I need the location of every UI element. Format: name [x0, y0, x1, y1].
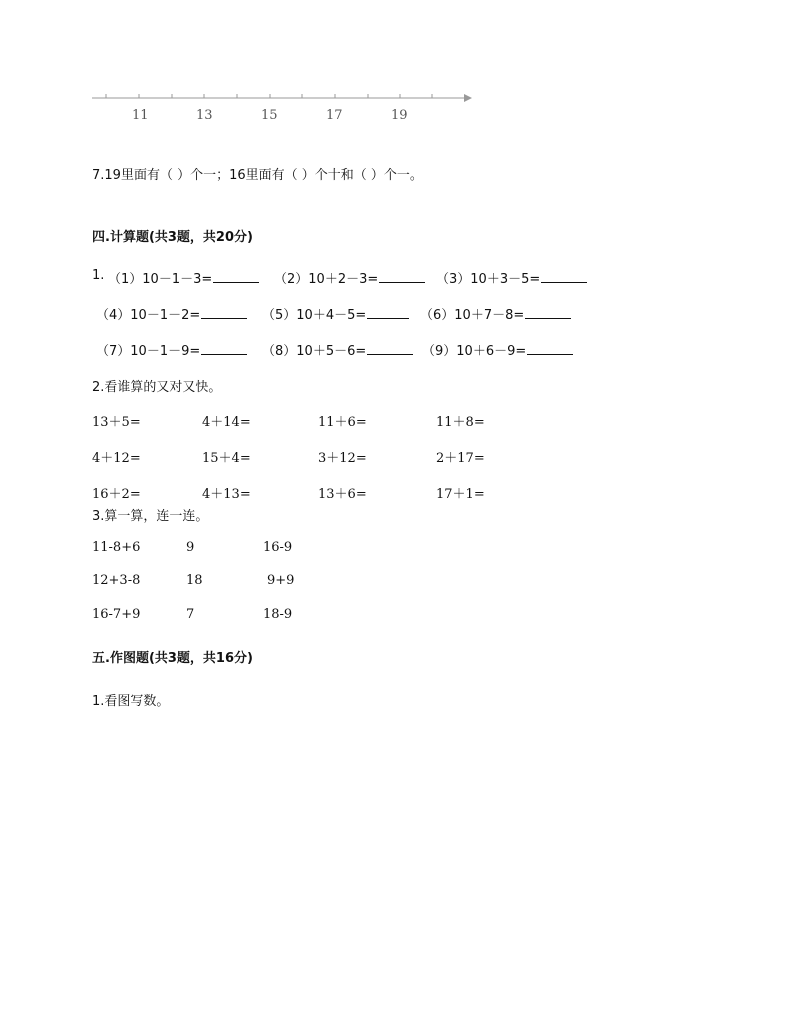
expression: 10＋3－5=: [470, 272, 541, 287]
q2-item: 17＋1=: [436, 487, 485, 502]
calc-q3-title: 3.算一算，连一连。: [92, 509, 209, 524]
calc-item: [108, 268, 259, 287]
item-number: （2）: [274, 272, 309, 287]
expression: 10＋4－5=: [296, 308, 367, 323]
expression: 10＋6－9=: [456, 344, 527, 359]
q3-number[interactable]: 9: [186, 540, 195, 555]
expression: 10－1－2=: [130, 308, 201, 323]
answer-blank[interactable]: [525, 306, 571, 319]
q2-item: 15＋4=: [202, 451, 251, 466]
q3-expression[interactable]: 18-9: [263, 607, 293, 622]
item-number: （6）: [420, 308, 455, 323]
item-number: （7）: [96, 344, 131, 359]
tick-label: 17: [326, 108, 343, 123]
item-number: （8）: [262, 344, 297, 359]
expression: 10＋5－6=: [296, 344, 367, 359]
calc-item: [262, 304, 409, 323]
q3-number[interactable]: 7: [186, 607, 195, 622]
q3-expression[interactable]: 16-7+9: [92, 607, 141, 622]
section-4-heading: 四.计算题(共3题，共20分): [92, 230, 253, 245]
q3-expression[interactable]: 16-9: [263, 540, 293, 555]
q2-item: 4＋12=: [92, 451, 141, 466]
draw-q1-title: 1.看图写数。: [92, 694, 170, 709]
item-number: （4）: [96, 308, 131, 323]
calc-item: [262, 340, 413, 359]
calc-item: [436, 268, 587, 287]
q3-number[interactable]: 18: [186, 573, 203, 588]
q2-item: 3＋12=: [318, 451, 367, 466]
calc-item: [96, 340, 247, 359]
q3-expression[interactable]: 9+9: [267, 573, 295, 588]
item-number: （1）: [108, 272, 143, 287]
question-7: 7.19里面有（ ）个一；16里面有（ ）个十和（ ）个一。: [92, 168, 423, 183]
calc-q2-title: 2.看谁算的又对又快。: [92, 380, 222, 395]
answer-blank[interactable]: [201, 306, 247, 319]
tick-label: 19: [391, 108, 408, 123]
q2-item: 11＋6=: [318, 415, 367, 430]
expression: 10－1－9=: [130, 344, 201, 359]
answer-blank[interactable]: [367, 342, 413, 355]
answer-blank[interactable]: [541, 270, 587, 283]
q2-item: 11＋8=: [436, 415, 485, 430]
q3-expression[interactable]: 11-8+6: [92, 540, 141, 555]
q2-item: 2＋17=: [436, 451, 485, 466]
q2-item: 16＋2=: [92, 487, 141, 502]
expression: 10＋2－3=: [308, 272, 379, 287]
section-5-heading: 五.作图题(共3题，共16分): [92, 651, 253, 666]
tick-label: 15: [261, 108, 278, 123]
calc-q1-prefix: 1.: [92, 268, 105, 283]
item-number: （9）: [422, 344, 457, 359]
item-number: （3）: [436, 272, 471, 287]
calc-item: [96, 304, 247, 323]
answer-blank[interactable]: [367, 306, 409, 319]
number-line: [92, 88, 472, 128]
q2-item: 4＋13=: [202, 487, 251, 502]
q2-item: 4＋14=: [202, 415, 251, 430]
answer-blank[interactable]: [527, 342, 573, 355]
answer-blank[interactable]: [213, 270, 259, 283]
tick-label: 13: [196, 108, 213, 123]
answer-blank[interactable]: [201, 342, 247, 355]
q2-item: 13＋6=: [318, 487, 367, 502]
calc-item: [422, 340, 573, 359]
tick-label: 11: [132, 108, 149, 123]
q2-item: 13＋5=: [92, 415, 141, 430]
q3-expression[interactable]: 12+3-8: [92, 573, 141, 588]
calc-item: [420, 304, 571, 323]
calc-item: [274, 268, 425, 287]
expression: 10＋7－8=: [454, 308, 525, 323]
answer-blank[interactable]: [379, 270, 425, 283]
expression: 10－1－3=: [142, 272, 213, 287]
item-number: （5）: [262, 308, 297, 323]
number-line-axis: [92, 88, 472, 108]
